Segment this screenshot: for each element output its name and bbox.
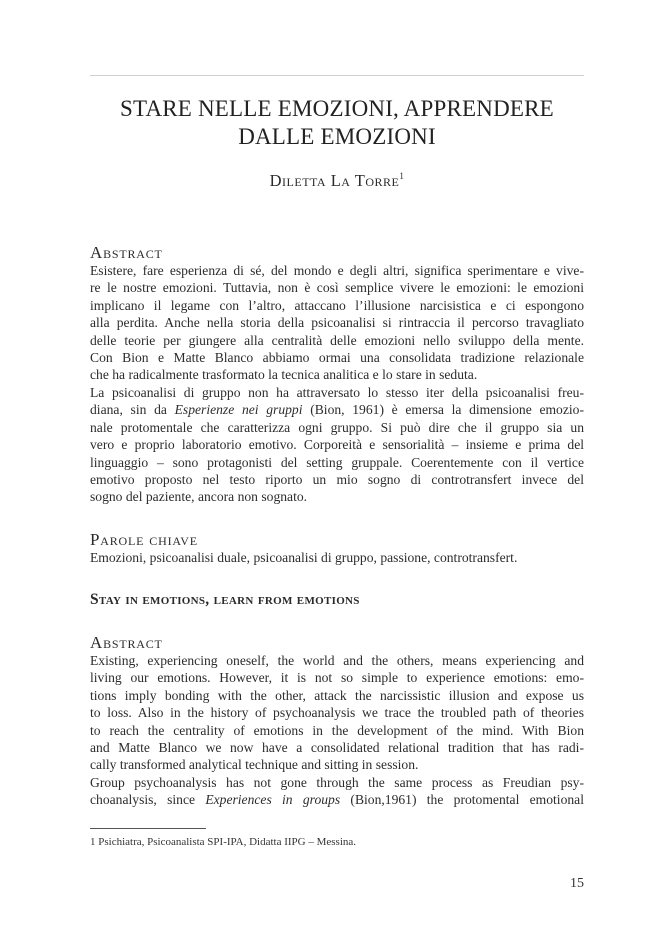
text-line: to reach the centrality of emotions in the development of the mind. With Bion (90, 722, 584, 738)
text-line: delle teorie per giungere alla centralità delle emozioni nello sviluppo della mente. (90, 332, 584, 348)
text-line: Existing, experiencing oneself, the world and the others, means experiencing and (90, 653, 584, 668)
page-number: 15 (570, 876, 584, 891)
paper-title (90, 95, 584, 151)
keywords-text (90, 549, 584, 566)
text-line (90, 791, 584, 808)
title-line-2: DALLE EMOZIONI (238, 124, 436, 149)
text-fragment: diana, sin da (90, 402, 175, 418)
text-line: vero e proprio laboratorio emotivo. Corporeità e sensorialità – insieme e prima del (90, 437, 584, 453)
abstract-en-paragraph-2 (90, 774, 584, 809)
text-line: implicano il legame con l’altro, attaccano l’illusione narcisistica e ci espongono (90, 297, 584, 313)
keywords-heading: Parole chiave (90, 530, 198, 549)
text-fragment: (Bion,1961) the protomental emotional (340, 792, 584, 808)
abstract-heading-it: Abstract (90, 243, 163, 262)
book-title-it: Esperienze nei gruppi (174, 402, 303, 418)
text-line: living our emotions. However, it is not so simple to experience emotions: emo- (90, 670, 584, 686)
book-title-en: Experiences in groups (205, 792, 341, 808)
text-line: and Matte Blanco we now have a consolidated relational tradition that has radi- (90, 740, 584, 756)
text-line: La psicoanalisi di gruppo non ha attraversato lo stesso iter della psicoanalisi freu- (90, 385, 584, 400)
title-line-1: STARE NELLE EMOZIONI, APPRENDERE (120, 96, 554, 121)
text-fragment: choanalysis, since (90, 792, 206, 808)
text-line: Con Bion e Matte Blanco abbiamo ormai una consolidata tradizione relazionale (90, 350, 584, 366)
footnote: 1 Psichiatra, Psicoanalista SPI-IPA, Didatta IIPG – Messina. (90, 836, 357, 848)
english-title: Stay in emotions, learn from emotions (90, 591, 360, 608)
author-name: Diletta La Torre (269, 171, 400, 190)
footnote-rule (90, 828, 206, 829)
text-line: tions imply bonding with the other, attack the narcissistic illusion and expose us (90, 687, 584, 703)
author-line (90, 171, 584, 191)
text-line: alla perdita. Anche nella storia della psicoanalisi si rintraccia il percorso travagliato (90, 315, 584, 331)
text-line: nale protomentale che caratterizza ogni gruppo. Si può dire che il gruppo sia un (90, 419, 584, 435)
abstract-en-paragraph-1 (90, 652, 584, 774)
text-line: che ha radicalmente trasformato la tecnica analitica e lo stare in seduta. (90, 367, 478, 383)
text-line: to loss. Also in the history of psychoanalysis we trace the troubled path of theories (90, 705, 584, 721)
author-footnote-mark: 1 (399, 171, 405, 181)
abstract-heading-en: Abstract (90, 633, 163, 652)
abstract-it-paragraph-2 (90, 384, 584, 506)
text-line: linguaggio – sono protagonisti del setting gruppale. Coerentemente con il vertice (90, 454, 584, 470)
text-line: Esistere, fare esperienza di sé, del mondo e degli altri, significa sperimentare e vive- (90, 263, 584, 278)
text-line (90, 401, 584, 418)
text-line: Emozioni, psicoanalisi duale, psicoanalisi di gruppo, passione, controtransfert. (90, 550, 518, 565)
top-rule (90, 75, 584, 76)
text-line: emotivo proposto nel testo riporto un mio sogno di controtransfert invece del (90, 472, 584, 488)
text-line: cally transformed analytical technique and sitting in session. (90, 757, 419, 773)
text-line: sogno del paziente, ancora non sognato. (90, 489, 308, 505)
text-line: Group psychoanalysis has not gone through the same process as Freudian psy- (90, 775, 584, 790)
text-line: re le nostre emozioni. Tuttavia, non è così semplice vivere le emozioni: le emozioni (90, 280, 584, 296)
text-fragment: (Bion, 1961) è emersa la dimensione emozio- (302, 402, 584, 418)
abstract-it-paragraph-1 (90, 262, 584, 384)
